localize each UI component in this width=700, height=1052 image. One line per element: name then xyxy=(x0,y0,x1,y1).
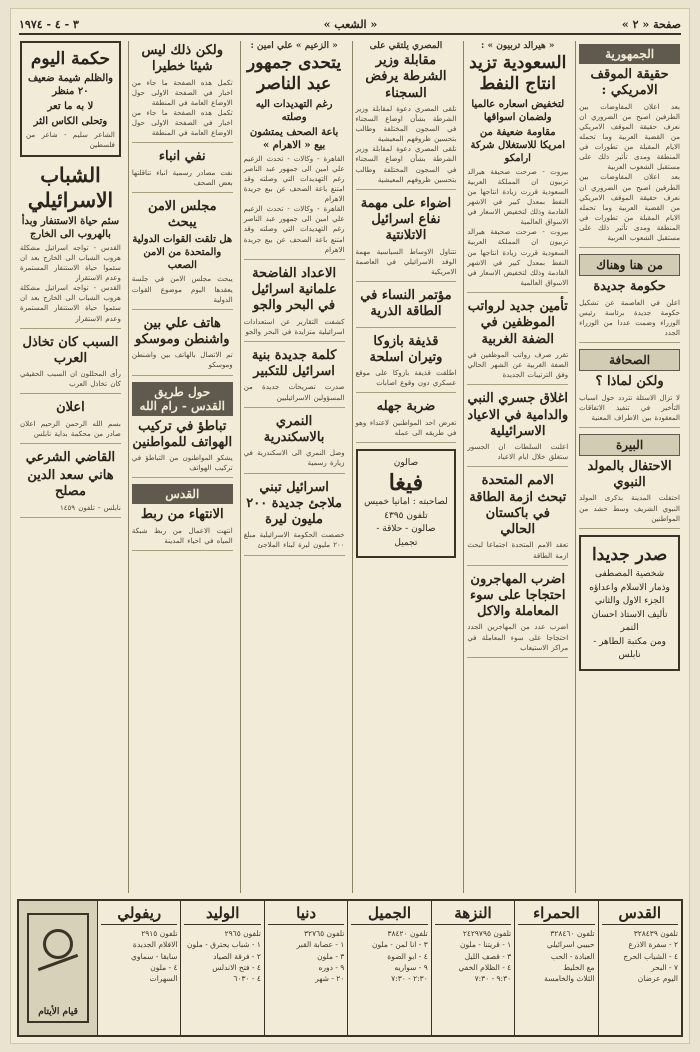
cinema-line: ٤ - ابو الضوة xyxy=(387,951,428,961)
article xyxy=(20,400,121,444)
cinema-line: ٧ - البحر xyxy=(651,962,678,972)
article-body: تلقى المصري دعوة لمقابلة وزير الشرطة بشأن اوضاع السجناء في السجون المختلفة وطالب بتحسين ظروفهم المعيشية xyxy=(355,104,457,144)
article-body: يبحث مجلس الامن في جلسة يعقدها اليوم موضوع القوات الدولية xyxy=(131,275,233,304)
article xyxy=(356,41,457,190)
headline: كلمة جديدة بنية اسرائيل للتكبير xyxy=(251,347,337,380)
section-banner: القدس xyxy=(132,484,233,504)
cinema-line: ١ - قريتنا - ملون xyxy=(460,940,512,950)
cinema-name: الوليد xyxy=(184,904,260,925)
cinema-name: دنيا xyxy=(268,904,344,925)
headline: ضربة جهله xyxy=(376,399,436,415)
article-body: القاهرة - وكالات - تحدث الزعيم علي امين الى جمهور عبد الناصر رغم التهديدات التي وصلته وقد امتنع باعة الصحف عن بيع جريدة الاهرام xyxy=(243,154,345,204)
headline: القاضي الشرعي xyxy=(25,449,116,465)
subheadline: هل تلقت القوات الدولية والمتحدة من الامن الصعب xyxy=(132,234,233,272)
kicker: « الزعيم » علي امين : xyxy=(250,41,338,51)
article-body: كشفت التقارير عن استعدادات اسرائيلية متزايدة في البحر والجو xyxy=(243,317,345,336)
article xyxy=(244,348,345,408)
cinema-line: ٤ - الظلام الخفي xyxy=(458,962,512,972)
article-body: يشكو المواطنون من التباطؤ في تركيب الهواتف xyxy=(131,454,233,473)
ad-line: شخصية المصطفى وذمار الاسلام واعداؤه xyxy=(589,569,670,593)
cinema-listings xyxy=(17,899,683,1037)
cinema-line: ٤ - ٦٠٣٠ xyxy=(233,974,261,983)
article xyxy=(20,163,121,329)
box-line: لا به ما تعر xyxy=(47,101,94,113)
article xyxy=(244,266,345,342)
headline: يتحدى جمهور عبد الناصر xyxy=(247,53,342,95)
headline: تأمين جديد لرواتب الموظفين في الضفة الغربية xyxy=(467,299,568,347)
headline: مؤتمر النساء في الطاقة الذرية xyxy=(360,288,452,320)
cinema-line: تلفون ٢٩١٥ xyxy=(141,929,178,938)
box-line: والظلم شيمة ضعيف ٢٠ منظر xyxy=(27,73,113,98)
cinema-line: الافلام الجديدة xyxy=(132,940,178,950)
article-body: نفت مصادر رسمية انباء تناقلتها بعض الصحف xyxy=(131,168,233,187)
cinema-line: ٣ - انا لمن - ملون xyxy=(372,940,428,950)
box-title: حكمة اليوم xyxy=(30,49,110,69)
subheadline: سئم حياة الاستنفار وبدأ بالهروب الى الخارج xyxy=(21,215,120,240)
cinema-line: حبيبي اسرائيلي xyxy=(546,940,595,950)
cinema-line: ٤ - ملون xyxy=(150,962,178,972)
salon-ad xyxy=(356,449,457,559)
headline: الاعداد الفاضحة علمانية اسرائيل في البحر والجو xyxy=(251,265,337,314)
cinema-listing xyxy=(431,901,514,1035)
cinema-name: الحمراء xyxy=(518,904,594,925)
ad-line: تأليف الاستاذ احسان النمر xyxy=(591,609,668,634)
article-body: تم الاتصال بالهاتف بين واشنطن وموسكو xyxy=(131,351,233,370)
headline: تباطؤ في تركيب الهواتف للمواطنين xyxy=(132,418,233,450)
article-body: بيروت - صرحت صحيفة هيرالد تربيون ان المملكة العربية السعودية قررت زيادة انتاجها من النفط بمعدل كبير في الاشهر القادمة وذلك لتخفيض الاسعار في الاسواق العالمية xyxy=(467,167,569,227)
article xyxy=(132,507,233,551)
cinema-name: الجميل xyxy=(351,904,427,925)
cinema-line: تلفون ٣٢٧٦٥ xyxy=(304,929,345,938)
box-line: الشاعر سليم - شاعر من فلسطين xyxy=(26,131,115,150)
headline: ولكن لماذا ؟ xyxy=(595,374,664,390)
ad-line: الجزء الاول والثاني xyxy=(594,596,665,607)
article-body: اضرب عدد من المهاجرين الجدد احتجاجا على سوء المعاملة في مراكز الاستيعاب xyxy=(467,623,569,652)
article-body: بعد اعلان المفاوضات بين الطرفين اصبح من الضروري ان نعرف حقيقة الموقف الامريكي من القضية العربية وما تحمله الايام المقبلة من تطورات في المنطقة ومدى تأثير ذلك على مستقبل الشعوب العربية xyxy=(579,173,680,243)
cinema-line: ٢٠ - شهر xyxy=(315,974,345,983)
article xyxy=(132,316,233,376)
headline: هاتف علي بين واشنطن وموسكو xyxy=(135,315,230,348)
cinema-line: ١ - عصابة القبر xyxy=(296,940,345,950)
headline: هاني سعد الدين مصلح xyxy=(27,468,114,500)
cinema-line: العبادة - الحب xyxy=(550,951,595,961)
article xyxy=(356,334,457,394)
cinema-line: سابقا - سماوي xyxy=(131,951,178,961)
headline: اعلان xyxy=(56,400,85,416)
headline: اضرب المهاجرون احتجاجا على سوء المعاملة والاكل xyxy=(469,571,566,620)
article xyxy=(467,299,568,385)
article-body: تتناول الاوساط السياسية مهمة الوفد الاسرائيلي في العاصمة الامريكية xyxy=(355,247,457,276)
cinema-line: تلفون ٣٨٤٢٠ xyxy=(387,929,428,938)
article-body: اطلقت قذيفة بازوكا على موقع عسكري دون وقوع اصابات xyxy=(355,369,457,388)
article xyxy=(244,414,345,474)
cinema-line: مع الخليط xyxy=(563,962,595,972)
article-body: لا تزال الاسئلة تتردد حول اسباب التأخير في تنفيذ الاتفاقات المعقودة بين الاطراف المعنية xyxy=(579,393,680,422)
article-body: القدس - تواجه اسرائيل مشكلة هروب الشباب الى الخارج بعد ان سئموا حياة الاستنفار المستمرة وعدم الاستقرار xyxy=(20,243,121,282)
article xyxy=(132,43,233,143)
article xyxy=(244,41,345,260)
article-columns xyxy=(17,41,683,893)
ad-line: ومن مكتبة الطاهر - نابلس xyxy=(593,636,666,661)
headline: مقابلة وزير الشرطة يرفض السجناء xyxy=(365,53,447,101)
article-body: بعد اعلان المفاوضات بين الطرفين اصبح من الضروري ان نعرف حقيقة الموقف الامريكي من القضية العربية وما تحمله الايام المقبلة من تطورات في المنطقة ومدى تأثير ذلك على مستقبل الشعوب العربية xyxy=(579,102,680,172)
subheadline: مقاومة ضعيفة من امريكا للاستغلال شركة ارامكو xyxy=(470,126,565,164)
cinema-line: ٤ - فتح الاندلس xyxy=(212,962,261,972)
column-6 xyxy=(17,41,124,893)
article xyxy=(579,374,680,428)
article-body: بيروت - صرحت صحيفة هيرالد تربيون ان المملكة العربية السعودية قررت زيادة انتاجها من النفط بمعدل كبير في الاشهر القادمة وذلك لتخفيض الاسعار في الاسواق العالمية xyxy=(467,228,569,288)
article xyxy=(467,41,568,293)
cinema-listing xyxy=(598,901,681,1035)
article-body: اعلنت السلطات ان الجسور ستغلق خلال ايام الاعياد xyxy=(467,443,569,462)
column-5 xyxy=(128,41,236,893)
article-body: تقرر صرف رواتب الموظفين في الضفة الغربية عن الشهر الحالي وفق الترتيبات الجديدة xyxy=(467,350,569,380)
article xyxy=(467,473,568,565)
cinema-listing xyxy=(264,901,347,1035)
section-banner: الصحافة xyxy=(579,349,680,371)
cinema-name: النزهة xyxy=(435,904,511,925)
cinema-line: ٩ - دوره xyxy=(318,962,345,972)
ad-line: لصاحبته : امانيا خميس xyxy=(364,497,448,508)
headline: السبب كان تخاذل العرب xyxy=(22,334,119,366)
cinema-line: ٣ - ملون xyxy=(317,951,345,961)
subheadline: رغم التهديدات اليه وصلته xyxy=(255,98,333,123)
article-body: تلقى المصري دعوة لمقابلة وزير الشرطة بشأن اوضاع السجناء في السجون المختلفة وطالب بتحسين ظروفهم المعيشية xyxy=(355,145,457,184)
section-banner: من هنا وهناك xyxy=(579,254,680,276)
article xyxy=(132,199,233,310)
headline: حكومة جديدة xyxy=(593,279,666,295)
cinema-line: تلفون ٣٢٨٤٦٠ xyxy=(550,929,595,938)
cinema-listing xyxy=(514,901,597,1035)
ad-line: صالون - حلاقة - تجميل xyxy=(376,524,436,548)
cinema-line: اليوم عرضان xyxy=(637,974,678,983)
headline: النمري بالاسكندرية xyxy=(263,413,325,445)
box-line: وتحلى الكاس الثر xyxy=(33,116,108,128)
subheadline: باعة الصحف يمتشون بيع « الاهرام » xyxy=(249,126,339,151)
article-body: انتهت الاعمال من ربط شبكة المياه في احياء المدينة xyxy=(131,526,233,545)
column-1 xyxy=(575,41,683,893)
headline: الاحتفال بالمولد النبوي xyxy=(587,458,672,491)
cinema-line: تلفون ٢٩٦٥ xyxy=(224,929,261,938)
column-title: الجمهورية xyxy=(579,44,680,64)
cinema-listing xyxy=(97,901,180,1035)
cinema-name: القدس xyxy=(602,904,678,925)
article xyxy=(467,391,568,467)
article-body: تعقد الامم المتحدة اجتماعا لبحث ازمة الطاقة xyxy=(467,541,569,560)
headline: ولكن ذلك ليس شيئا خطيرا xyxy=(141,43,224,75)
section-banner: حول طريق القدس - رام الله xyxy=(132,382,233,416)
headline: الشباب الاسرائيلي xyxy=(27,162,114,212)
quote-box xyxy=(20,41,121,157)
headline: الامم المتحدة تبحث ازمة الطاقة في باكستان الحالي xyxy=(469,473,567,538)
article-body: تكمل هذه الصفحة ما جاء من اخبار في الصفحة الاولى حول الاوضاع العامة في المنطقة xyxy=(131,108,233,138)
cinema-line: السهرات xyxy=(149,974,178,983)
article-body: وصل النمري الى الاسكندرية في زيارة رسمية xyxy=(243,449,345,468)
sun-logo-icon xyxy=(27,913,89,1023)
cinema-line: ٩:٣٠ - ٧:٣٠ xyxy=(474,974,512,983)
cinema-line: ١ - شباب يحترق - ملون xyxy=(186,940,261,950)
logo-label: قيام الأيتام xyxy=(38,1007,78,1017)
article xyxy=(132,419,233,479)
ad-line: تلفون ٤٣٩٥ xyxy=(384,510,428,521)
cinema-line: ٢ - فرقة الصياد xyxy=(213,951,261,961)
ad-brand: فيغا xyxy=(388,470,424,497)
headline: قذيفة بازوكا وتيران اسلحة xyxy=(369,333,443,365)
sun-circle-icon xyxy=(43,929,73,959)
cinema-line: ٤ - الشياب الحرج xyxy=(623,951,678,961)
headline: اغلاق جسري النبي والدامية في الاعياد الاسرائيلية xyxy=(467,391,569,439)
newspaper-page xyxy=(10,8,690,1044)
issue-date: ٣ - ٤ - ١٩٧٤ xyxy=(19,17,79,31)
paper-name: « الشعب » xyxy=(323,17,378,31)
cinema-listing xyxy=(347,901,430,1035)
ad-logo-panel xyxy=(19,901,97,1035)
page-number: صفحة « ٢ » xyxy=(621,17,681,31)
ad-line: صالون xyxy=(393,457,419,468)
ad-headline: صدر جديدا xyxy=(591,544,668,565)
column-2 xyxy=(463,41,571,893)
article xyxy=(356,288,457,328)
headline: اسرائيل تبني ملاجئ جديدة ٢٠٠ مليون ليرة xyxy=(246,479,342,527)
section-banner: البيرة xyxy=(579,434,680,456)
article xyxy=(579,279,680,343)
article xyxy=(244,480,345,556)
article-body: اعلن في العاصمة عن تشكيل حكومة جديدة برئاسة رئيس الوزراء وضمت عددا من الوزراء الجدد xyxy=(579,298,680,338)
cinema-line: تلفون ٣٢٨٤٣٩ xyxy=(633,929,678,938)
cinema-line: ٩ - سواريه xyxy=(394,962,428,972)
article-body: صدرت تصريحات جديدة من المسؤولين الاسرائيليين xyxy=(243,383,345,402)
cinema-line: ٢ - سفرة الاذرع xyxy=(628,940,678,950)
kicker: « هيرالد تربيون » : xyxy=(481,41,555,51)
article-body: تكمل هذه الصفحة ما جاء من اخبار في الصفحة الاولى حول الاوضاع العامة في المنطقة xyxy=(131,78,233,107)
masthead xyxy=(19,15,681,35)
article-body: القدس - تواجه اسرائيل مشكلة هروب الشباب الى الخارج بعد ان سئموا حياة الاستنفار المستمرة وعدم الاستقرار xyxy=(20,284,121,323)
cinema-line: تلفون ٢٤٢٩٧٩٥ xyxy=(462,929,512,938)
article-body: رأى المحللون ان السبب الحقيقي كان تخاذل العرب xyxy=(20,370,121,389)
headline: اضواء على مهمة نفاع اسرائيل الاتلانتية xyxy=(360,195,452,244)
article-body: خصصت الحكومة الاسرائيلية مبلغ ٢٠٠ مليون ليرة لبناء الملاجئ xyxy=(243,531,345,550)
article xyxy=(579,67,680,248)
article-body: تعرض احد المواطنين لاعتداء وهو في طريقه الى عمله xyxy=(355,418,457,437)
headline: الانتهاء من ربط xyxy=(140,507,224,523)
headline: السعودية تزيد انتاج النفط xyxy=(469,53,567,95)
article xyxy=(20,335,121,395)
cinema-listing xyxy=(180,901,263,1035)
kicker: المصري يلتقي على xyxy=(369,41,443,51)
subheadline: لتخفيض اسعاره عالميا ولضمان اسواقها xyxy=(471,98,565,123)
headline: حقيقة الموقف الامريكي : xyxy=(590,67,669,99)
article-body: احتفلت المدينة بذكرى المولد النبوي الشريف وسط حشد من المواطنين xyxy=(579,494,680,523)
article-body: بسم الله الرحمن الرحيم اعلان صادر من محكمة بداية نابلس xyxy=(20,419,121,438)
cinema-name: ريفولي xyxy=(101,904,177,925)
cinema-line: الثلاث والخامسة xyxy=(544,974,595,983)
cinema-line: ٢:٣٠ - ٧:٣٠ xyxy=(391,974,428,983)
article-body: نابلس - تلفون ١٤٥٩ xyxy=(59,503,121,512)
book-ad xyxy=(579,535,680,671)
article xyxy=(132,149,233,193)
column-4 xyxy=(240,41,348,893)
article xyxy=(20,450,121,518)
cinema-line: ٣ - قصف الليل xyxy=(464,951,512,961)
article xyxy=(467,572,568,658)
article-body: القاهرة - وكالات - تحدث الزعيم علي امين الى جمهور عبد الناصر رغم التهديدات التي وصلته وقد امتنع باعة الصحف عن بيع جريدة الاهرام xyxy=(243,205,345,254)
column-3 xyxy=(352,41,460,893)
headline: مجلس الامن يبحث xyxy=(147,198,217,231)
headline: نفي انباء xyxy=(158,149,206,165)
article xyxy=(579,459,680,529)
article xyxy=(356,399,457,443)
article xyxy=(356,196,457,282)
